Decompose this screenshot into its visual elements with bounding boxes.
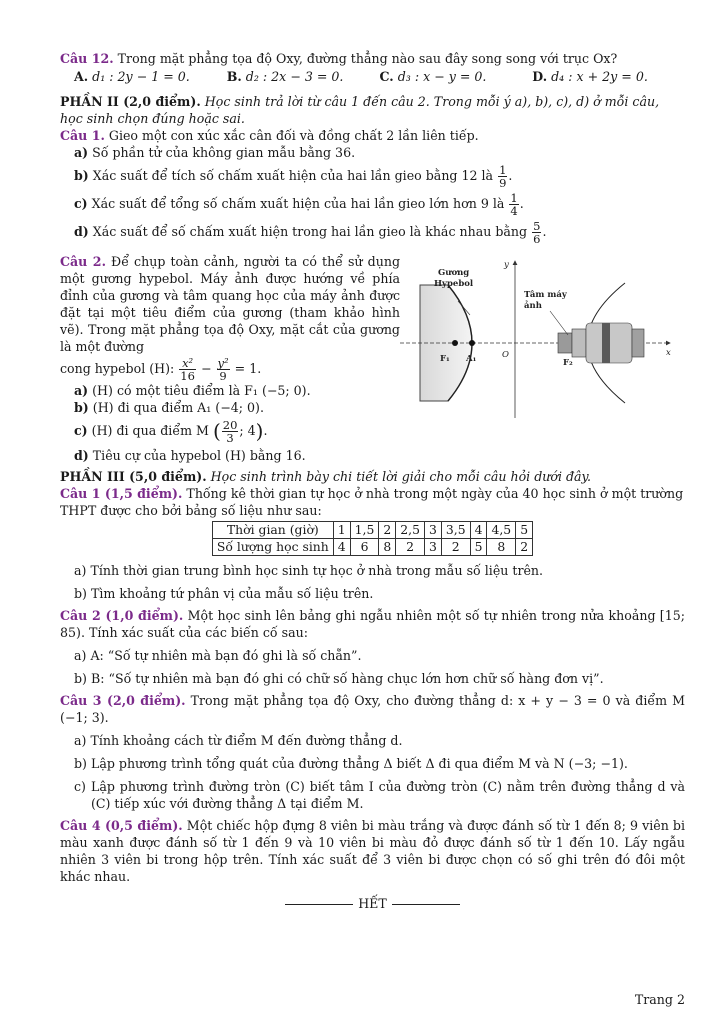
p3-q3-c: c) Lập phương trình đường tròn (C) biết tâm I của đường tròn (C) nằm trên đường thẳng d và (C) tiếp xúc với đường thẳng Δ tại điểm M.	[74, 779, 685, 811]
svg-text:ảnh: ảnh	[524, 301, 542, 311]
part3-instruction: Học sinh trình bày chi tiết lời giải cho mỗi câu hỏi dưới đây.	[210, 469, 591, 484]
p2-q1-b: b) Xác suất để tích số chấm xuất hiện của hai lần gieo bằng 12 là $\frac{1}{9}$ .	[74, 163, 513, 190]
exam-page	[60, 50, 685, 912]
part3-header	[60, 468, 685, 485]
p3-q3-a: a) Tính khoảng cách từ điểm M đến đường thẳng d.	[74, 733, 403, 748]
p3-q3-b: b) Lập phương trình tổng quát của đường thẳng Δ biết Δ đi qua điểm M và N (−3; −1).	[74, 756, 628, 771]
q12-options	[60, 68, 685, 85]
p3-q1-b: b) Tìm khoảng tứ phân vị của mẫu số liệu trên.	[74, 586, 374, 601]
p3-q3: Câu 3 (2,0 điểm). Trong mặt phẳng tọa độ Oxy, cho đường thẳng d: x + y − 3 = 0 và điểm M (−1; 3).	[60, 693, 685, 725]
camera-icon	[558, 323, 644, 363]
part2-instruction: Học sinh trả lời từ câu 1 đến câu 2. Trong mỗi ý a), b), c), d) ở mỗi câu, học sinh chọn đúng hoặc sai.	[60, 94, 660, 126]
p2-q2	[60, 253, 685, 464]
p2-q1-text: Gieo một con xúc xắc cân đối và đồng chất 2 lần liên tiếp.	[108, 128, 479, 143]
q12-label: Câu 12.	[60, 51, 114, 66]
p3-q2: Câu 2 (1,0 điểm). Một học sinh lên bảng ghi ngẫu nhiên một số tự nhiên trong nửa khoảng [15; 85). Tính xác suất của các biến cố sau:	[60, 608, 685, 640]
q12-option-c: C. d₃ : x − y = 0.	[379, 69, 487, 84]
p2-q2-c: c) (H) đi qua điểm M ( $\frac{20}{3}$ ; 4).	[74, 418, 268, 445]
q12-text: Trong mặt phẳng tọa độ Oxy, đường thẳng nào sau đây song song với trục Ox?	[117, 51, 618, 66]
svg-text:x: x	[666, 348, 671, 358]
p3-q2-a: a) A: “Số tự nhiên mà bạn đó ghi là số chẵn”.	[74, 648, 362, 663]
q12	[60, 50, 685, 67]
p2-q1-a: a) Số phần tử của không gian mẫu bằng 36.	[74, 145, 356, 160]
svg-text:Tâm máy: Tâm máy	[524, 290, 567, 300]
p2-q1-c: c) Xác suất để tổng số chấm xuất hiện của hai lần gieo lớn hơn 9 là $\frac{1}{4}$ .	[74, 191, 524, 218]
fraction: $\frac{1}{4}$	[510, 191, 518, 218]
p3-q1: Câu 1 (1,5 điểm). Thống kê thời gian tự học ở nhà trong một ngày của 40 học sinh ở một trường THPT được cho bởi bảng số liệu như sau:	[60, 486, 684, 518]
q12-option-b: B. d₂ : 2x − 3 = 0.	[226, 69, 344, 84]
p3-q4: Câu 4 (0,5 điểm). Một chiếc hộp đựng 8 viên bi màu trắng và được đánh số từ 1 đến 8; 9 viên bi màu xanh được đánh số từ 1 đến 9 và 10 viên bi màu đỏ được đánh số từ 1 đến 10. Lấy ngẫu nhiên 3 viên bi trong hộp trên. Tính xác suất để 3 viên bi được chọn có số ghi trên đó đôi một khác nhau.	[60, 818, 685, 884]
end-marker	[60, 895, 685, 912]
p2-q1-d: d) Xác suất để số chấm xuất hiện trong hai lần gieo là khác nhau bằng $\frac{5}{6}$ .	[74, 219, 547, 246]
p2-q2-label: Câu 2.	[60, 254, 106, 269]
q12-option-a: A. d₁ : 2y − 1 = 0.	[74, 69, 190, 84]
svg-text:F₁: F₁	[440, 354, 450, 364]
vertex-a1	[469, 340, 475, 346]
p3-q2-b: b) B: “Số tự nhiên mà bạn đó ghi có chữ số hàng chục lớn hơn chữ số hàng đơn vị”.	[74, 671, 604, 686]
p2-q1	[60, 127, 685, 144]
p2-q2-a: a) (H) có một tiêu điểm là F₁ (−5; 0).	[74, 383, 311, 398]
svg-text:Hypebol: Hypebol	[434, 279, 474, 289]
table-row: Thời gian (giờ) 1 1,5 2 2,5 3 3,5 4 4,5 5	[212, 522, 532, 539]
table-row: Số lượng học sinh 4 6 8 2 3 2 5 8 2	[212, 539, 532, 556]
end-text: HẾT	[358, 896, 387, 911]
q12-option-d: D. d₄ : x + 2y = 0.	[532, 69, 648, 84]
svg-text:F₂: F₂	[563, 358, 573, 368]
mirror-diagram	[400, 253, 680, 433]
p2-q2-b: b) (H) đi qua điểm A₁ (−4; 0).	[74, 400, 264, 415]
svg-text:Gương: Gương	[438, 268, 470, 278]
focus-f1	[452, 340, 458, 346]
fraction: $\frac{5}{6}$	[533, 219, 541, 246]
part2-title: PHẦN II (2,0 điểm).	[60, 94, 201, 109]
p2-q2-text: Để chụp toàn cảnh, người ta có thể sử dụng một gương hypebol. Máy ảnh được hướng về phía đỉnh của gương và tâm quang học của máy ảnh được đặt tại một tiêu điểm của gương (tham khảo hình vẽ). Trong mặt phẳng tọa độ Oxy, mặt cắt của gương là một đường	[60, 254, 401, 354]
svg-text:y: y	[504, 260, 509, 270]
part2-header	[60, 93, 685, 127]
p2-q1-label: Câu 1.	[60, 128, 105, 143]
p3-q1-a: a) Tính thời gian trung bình học sinh tự học ở nhà trong mẫu số liệu trên.	[74, 563, 544, 578]
page-number: Trang 2	[634, 992, 685, 1007]
p2-q2-d: d) Tiêu cự của hypebol (H) bằng 16.	[74, 448, 306, 463]
part3-title: PHẦN III (5,0 điểm).	[60, 469, 207, 484]
svg-text:O: O	[502, 350, 509, 360]
svg-text:A₁: A₁	[466, 354, 477, 364]
fraction: $\frac{1}{9}$	[499, 163, 507, 190]
hyperbola-mirror-figure	[400, 253, 680, 464]
study-time-table	[212, 521, 533, 556]
hyperbola-equation: cong hypebol (H): $\frac{\text{x²}}{16}$ − $\frac{\text{y²}}{9}$ = 1.	[60, 356, 262, 383]
